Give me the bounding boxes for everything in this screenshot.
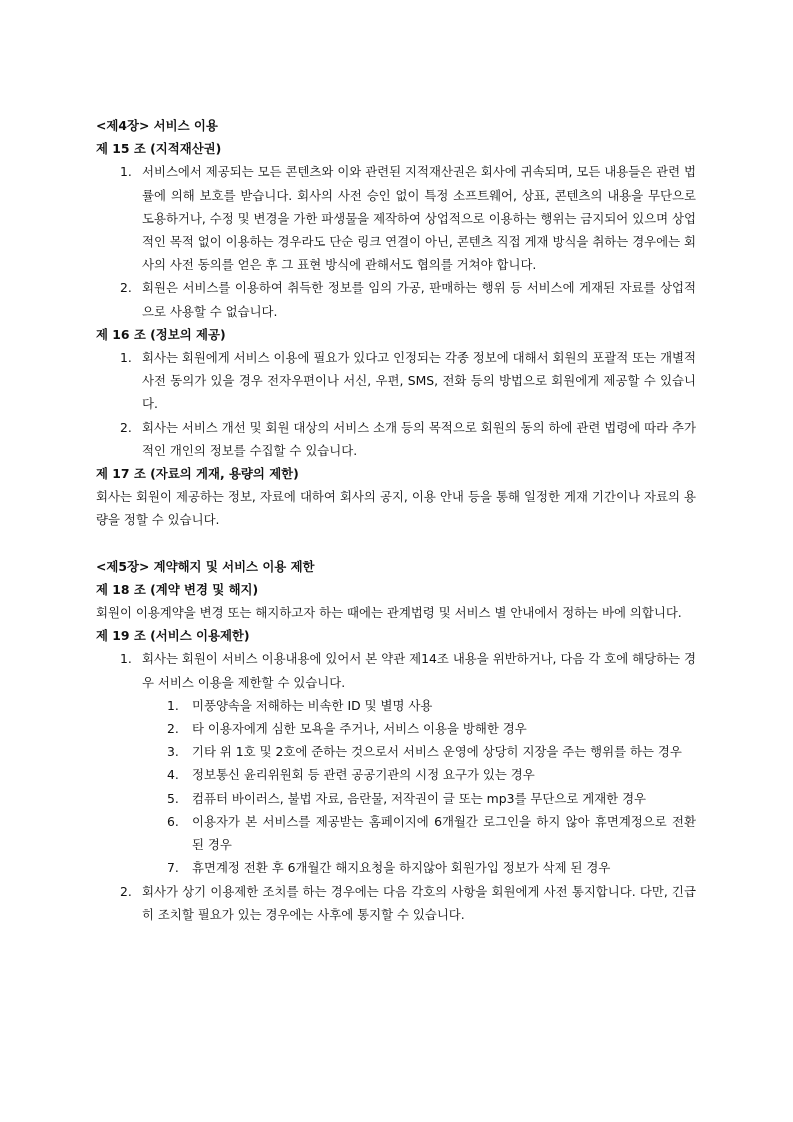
list-item	[96, 880, 696, 926]
sub-list-item	[142, 717, 696, 740]
item-number: 2.	[120, 419, 132, 435]
sub-item-number: 2.	[167, 721, 179, 737]
list-item	[96, 276, 696, 322]
article-19-list	[96, 647, 696, 925]
sub-list-item	[142, 787, 696, 810]
article-19-title: 제 19 조 (서비스 이용제한)	[96, 628, 250, 644]
sub-item-text: 컴퓨터 바이러스, 불법 자료, 음란물, 저작권이 글 또는 mp3를 무단으로 게재한 경우	[192, 790, 647, 806]
list-item	[96, 346, 696, 416]
sub-item-number: 5.	[167, 790, 179, 806]
sub-item-number: 3.	[167, 744, 179, 760]
item-number: 2.	[120, 883, 132, 899]
sub-item-number: 4.	[167, 767, 179, 783]
sub-item-text: 이용자가 본 서비스를 제공받는 홈페이지에 6개월간 로그인을 하지 않아 휴면계정으로 전환 된 경우	[192, 813, 696, 853]
sub-item-number: 1.	[167, 697, 179, 713]
list-item	[96, 160, 696, 276]
item-text: 회사가 상기 이용제한 조치를 하는 경우에는 다음 각호의 사항을 회원에게 사전 통지합니다. 다만, 긴급히 조치할 필요가 있는 경우에는 사후에 통지할 수 있습니다.	[142, 883, 696, 922]
article-17-text: 회사는 회원이 제공하는 정보, 자료에 대하여 회사의 공지, 이용 안내 등을 통해 일정한 게재 기간이나 자료의 용량을 정할 수 있습니다.	[96, 489, 696, 528]
sub-list-item	[142, 694, 696, 717]
item-text: 서비스에서 제공되는 모든 콘텐츠와 이와 관련된 지적재산권은 회사에 귀속되며, 모든 내용들은 관련 법률에 의해 보호를 받습니다. 회사의 사전 승인 없이 특정 소프트웨어, 상표, 콘텐츠의 내용을 무단으로 도용하거나, 수정 및 변경을 가한 파생물을 제작하여 상업적으로 이용하는 행위는 금지되어 있으며 상업적인 목적 없이 이용하는 경우라도 단순 링크 연결이 아닌, 콘텐츠 직접 게재 방식을 취하는 경우에는 회사의 사전 동의를 얻은 후 그 표현 방식에 관해서도 협의를 거쳐야 합니다.	[142, 164, 696, 273]
article-17-title: 제 17 조 (자료의 게재, 용량의 제한)	[96, 466, 299, 482]
sub-list-item	[142, 810, 696, 856]
article-18-text: 회원이 이용계약을 변경 또는 해지하고자 하는 때에는 관계법령 및 서비스 별 안내에서 정하는 바에 의합니다.	[96, 605, 682, 621]
item-number: 1.	[120, 651, 132, 667]
article-19-sublist	[142, 694, 696, 880]
sub-item-text: 휴면계정 전환 후 6개월간 해지요청을 하지않아 회원가입 정보가 삭제 된 경우	[192, 860, 611, 876]
sub-item-number: 7.	[167, 860, 179, 876]
list-item	[96, 647, 696, 879]
item-text: 회원은 서비스를 이용하여 취득한 정보를 임의 가공, 판매하는 행위 등 서비스에 게재된 자료를 상업적으로 사용할 수 없습니다.	[142, 280, 696, 319]
section-spacer	[96, 532, 696, 555]
article-18-title: 제 18 조 (계약 변경 및 해지)	[96, 581, 259, 597]
list-item	[96, 416, 696, 462]
item-text: 회사는 서비스 개선 및 회원 대상의 서비스 소개 등의 목적으로 회원의 동의 하에 관련 법령에 따라 추가적인 개인의 정보를 수집할 수 있습니다.	[142, 419, 696, 458]
item-text: 회사는 회원에게 서비스 이용에 필요가 있다고 인정되는 각종 정보에 대해서 회원의 포괄적 또는 개별적 사전 동의가 있을 경우 전자우편이나 서신, 우편, SMS, 전화 등의 방법으로 회원에게 제공할 수 있습니다.	[142, 350, 696, 412]
sub-list-item	[142, 856, 696, 879]
sub-item-text: 미풍양속을 저해하는 비속한 ID 및 별명 사용	[192, 697, 433, 713]
article-15-title: 제 15 조 (지적재산권)	[96, 141, 222, 157]
item-number: 1.	[120, 350, 132, 366]
sub-item-text: 기타 위 1호 및 2호에 준하는 것으로서 서비스 운영에 상당히 지장을 주는 행위를 하는 경우	[192, 744, 682, 760]
chapter-5-title: <제5장> 계약해지 및 서비스 이용 제한	[96, 558, 315, 574]
sub-item-text: 정보통신 윤리위원회 등 관련 공공기관의 시정 요구가 있는 경우	[192, 767, 535, 783]
sub-list-item	[142, 740, 696, 763]
item-number: 1.	[120, 164, 132, 180]
sub-list-item	[142, 763, 696, 786]
item-text: 회사는 회원이 서비스 이용내용에 있어서 본 약관 제14조 내용을 위반하거나, 다음 각 호에 해당하는 경우 서비스 이용을 제한할 수 있습니다.	[142, 651, 696, 690]
article-16-title: 제 16 조 (정보의 제공)	[96, 326, 226, 342]
item-number: 2.	[120, 280, 132, 296]
sub-item-number: 6.	[167, 813, 179, 829]
article-15-list	[96, 160, 696, 322]
document-page	[96, 114, 696, 926]
article-16-list	[96, 346, 696, 462]
chapter-4-title: <제4장> 서비스 이용	[96, 118, 218, 133]
sub-item-text: 타 이용자에게 심한 모욕을 주거나, 서비스 이용을 방해한 경우	[192, 721, 527, 737]
